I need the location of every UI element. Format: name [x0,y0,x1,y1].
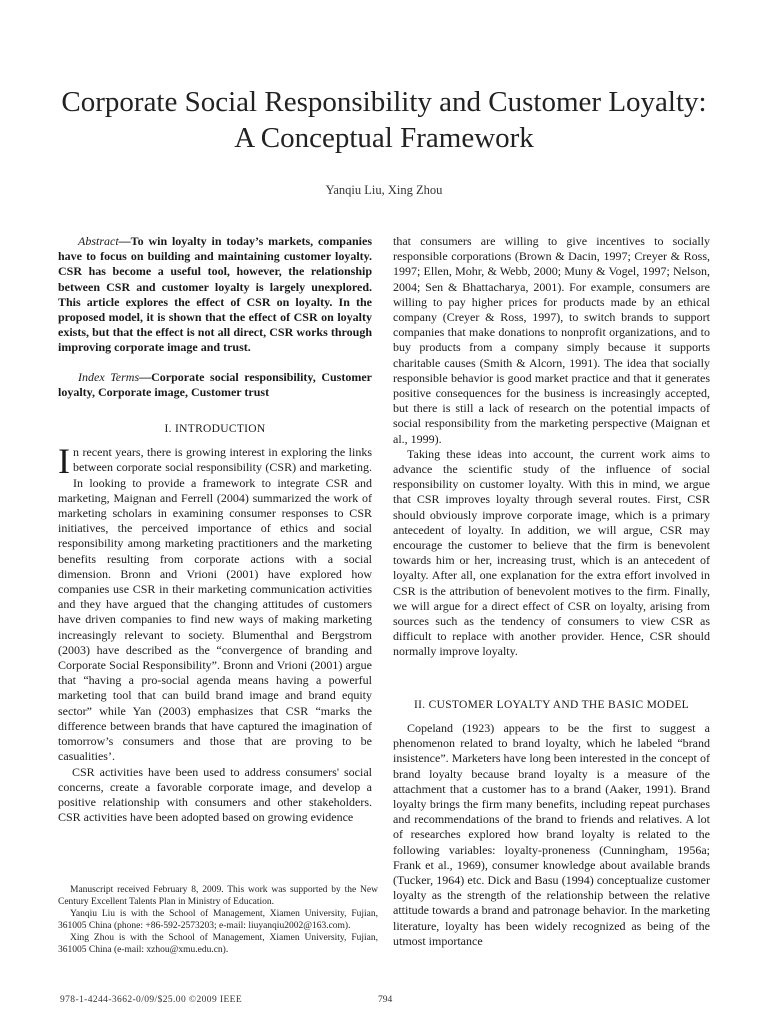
abstract-text: —To win loyalty in today’s markets, companies have to focus on building and maintaining customer loyalty. CSR has become a useful tool, however, the relationship between CSR and customer loyalty is largely unexplored. This article explores the effect of CSR on loyalty. In the proposed model, it is shown that the effect of CSR on loyalty exists, but that the effect is not all direct, CSR works through improving corporate image and trust. [58,234,372,355]
section2-heading-l: L [496,698,504,711]
section2-heading-c: C [428,698,437,711]
section2-heading-asic: ASIC [616,698,644,711]
section2-heading-oyalty-and-the: OYALTY AND THE [503,698,605,711]
footnote-author-2: Xing Zhou is with the School of Management, Xiamen University, Fujian, 361005 China (e-mail: xzhou@xmu.edu.cn). [58,933,378,955]
footnote-manuscript: Manuscript received February 8, 2009. This work was supported by the New Century Excellent Talents Plan in Ministry of Education. [58,885,378,907]
drop-cap: I [58,441,70,482]
index-terms-text: —Corporate social responsibility, Customer loyalty, Corporate image, Customer trust [58,369,372,399]
section2-heading-ustomer: USTOMER [436,698,494,711]
section2-heading-odel: ODEL [657,698,689,711]
index-terms-label: Index Terms [78,369,140,384]
right-column [393,234,710,949]
left-column [58,234,372,825]
section-heading-introduction [58,422,372,437]
section-heading-first-letter: I [175,423,180,436]
abstract [58,234,372,356]
abstract-label: Abstract [78,234,119,248]
section2-heading-b: B [608,698,617,711]
section2-heading-m: M [646,698,658,711]
footer-isbn: 978-1-4244-3662-0/09/$25.00 ©2009 IEEE [60,995,243,1005]
footnote-author-1: Yanqiu Liu is with the School of Management, Xiamen University, Fujian, 361005 China (phone: +86-592-2573203; e-mail: liuyanqiu2002@163.com). [58,909,378,931]
section2-paragraph-1: Copeland (1923) appears to be the first to suggest a phenomenon related to brand loyalty, which he labeled “brand insistence”. Marketers have long been interested in the concept of brand loyalty because brand loyalty is a measure of the attachment that a customer has to a brand (Aaker, 1991). Brand loyalty brings the firm many benefits, including repeat purchases and recommendations of the brand to friends and relatives. A lot of researches explored how brand loyalty is related to the following variables: loyalty-proneness (Cunningham, 1956a; Frank et al., 1969), consumer knowledge about available brands (Tucker, 1964) etc. Dick and Basu (1994) conceptualize customer loyalty as the strength of the relationship between the relative attitude towards a brand and patronage behavior. In the marketing literature, loyalty has been widely recognized as being of the utmost importance [393,720,710,948]
paper-authors: Yanqiu Liu, Xing Zhou [325,183,443,197]
section-heading-customer-loyalty [393,698,710,713]
right-paragraph-2: Taking these ideas into account, the current work aims to advance the scientific study of the influence of social responsibility on customer loyalty. With this in mind, we argue that CSR improves loyalty through several routes. First, CSR should obviously improve corporate image, which is a primary antecedent of loyalty. In addition, we will argue, CSR may encourage the customer to believe that the firm is benevolent towards him or her, increasing trust, which is an antecedent of loyalty. After all, one explanation for the extra effort involved in CSR is the attribution of benevolent motives to the firm. Finally, we will argue for a direct effect of CSR on loyalty, arising from sources such as the tendency of consumers to view CSR as difficult to replace with another provider. Hence, CSR should normally improve loyalty. [393,446,710,659]
intro-paragraph-1 [58,441,372,764]
section-heading-rest: NTRODUCTION [179,423,266,436]
index-terms [58,370,372,400]
intro-paragraph-1-text: n recent years, there is growing interest in exploring the links between corporate social responsibility (CSR) and marketing. In looking to provide a framework to integrate CSR and marketing, Maignan and Ferrell (2004) summarized the work of marketing scholars in examining consumer responses to CSR initiatives, the perceived importance of ethics and social responsibility among marketing practitioners and the marketing benefits resulting from corporate actions with a social dimension. Bronn and Vrioni (2001) have explored how companies use CSR in their marketing communication activities and they have argued that the changing attitudes of customers have driven companies to find new ways of making marketing increasingly relevant to society. Blumenthal and Bergstrom (2003) have described as the “convergence of branding and Corporate Social Responsibility”. Bronn and Vrioni (2001) argue that “having a pro-social agenda means having a powerful marketing tool that can build brand image and brand equity sector” while Yan (2003) emphasizes that CSR “marks the difference between brands that have captured the imagination of tomorrow’s consumers and those that are proving to be casualities’. [58,445,372,764]
intro-paragraph-2: CSR activities have been used to address consumers' social concerns, create a favorable corporate image, and develop a positive relationship with consumers and other stakeholders. CSR activities have been adopted based on growing evidence [58,764,372,825]
right-paragraph-1: that consumers are willing to give incentives to socially responsible corporations (Brown & Dacin, 1997; Creyer & Ross, 1997; Ellen, Mohr, & Webb, 2000; Muny & Vogel, 1997; Nelson, 2004; Sen & Bhattacharya, 2001). For example, consumers are willing to pay higher prices for products made by an ethical company (Creyer & Ross, 1997), to switch brands to support companies that make donations to nonprofit organizations, and to buy products from a company simply because it supports charitable causes (Smith & Alcorn, 1991). The idea that socially responsible behavior is good market practice and that it generates positive consequences for the business is increasingly accepted, but there is still a lack of research on the potential impacts of social responsibility from the marketing perspective (Maignan et al., 1999). [393,234,710,446]
section-numeral: I. [164,423,172,436]
footnotes [58,884,378,956]
section2-numeral: II. [413,698,426,711]
page-number: 794 [378,995,393,1005]
paper-title: Corporate Social Responsibility and Customer Loyalty: A Conceptual Framework [61,86,707,154]
